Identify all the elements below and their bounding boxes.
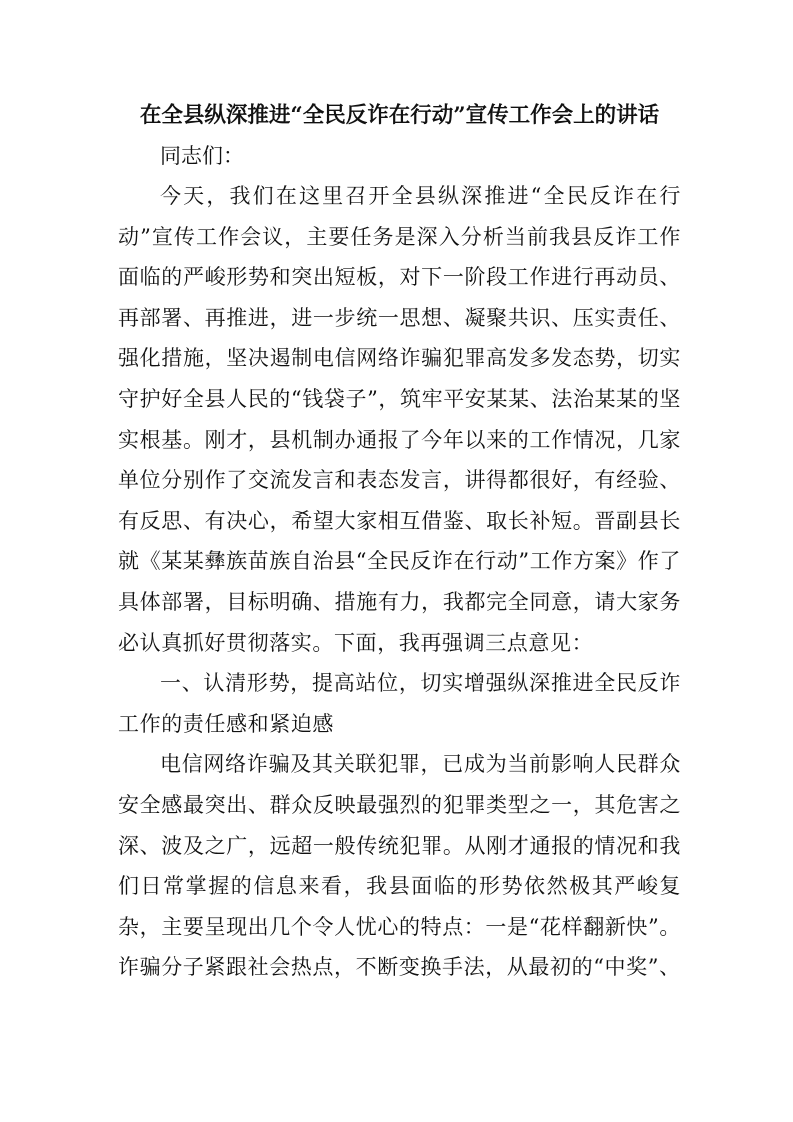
- greeting: 同志们：: [160, 144, 244, 168]
- section-1-paragraph: 电信网络诈骗及其关联犯罪，已成为当前影响人民群众安全感最突出、群众反映最强烈的犯罪类型之一，其危害之深、波及之广，远超一般传统犯罪。从刚才通报的情况和我们日常掌握的信息来看，我县面临的形势依然极其严峻复杂，主要呈现出几个令人忧心的特点：一是“花样翻新快”。诈骗分子紧跟社会热点，不断变换手法，从最初的“中奖”、: [118, 752, 681, 980]
- document-title: 在全县纵深推进“全民反诈在行动”宣传工作会上的讲话: [139, 103, 660, 128]
- section-heading-1: 一、认清形势，提高站位，切实增强纵深推进全民反诈工作的责任感和紧迫感: [118, 671, 681, 736]
- opening-paragraph: 今天，我们在这里召开全县纵深推进“全民反诈在行动”宣传工作会议，主要任务是深入分析当前我县反诈工作面临的严峻形势和突出短板，对下一阶段工作进行再动员、再部署、再推进，进一步统一思想、凝聚共识、压实责任、强化措施，坚决遏制电信网络诈骗犯罪高发多发态势，切实守护好全县人民的“钱袋子”，筑牢平安某某、法治某某的坚实根基。刚才，县机制办通报了今年以来的工作情况，几家单位分别作了交流发言和表态发言，讲得都很好，有经验、有反思、有决心，希望大家相互借鉴、取长补短。晋副县长就《某某彝族苗族自治县“全民反诈在行动”工作方案》作了具体部署，目标明确、措施有力，我都完全同意，请大家务必认真抓好贯彻落实。下面，我再强调三点意见：: [118, 184, 681, 655]
